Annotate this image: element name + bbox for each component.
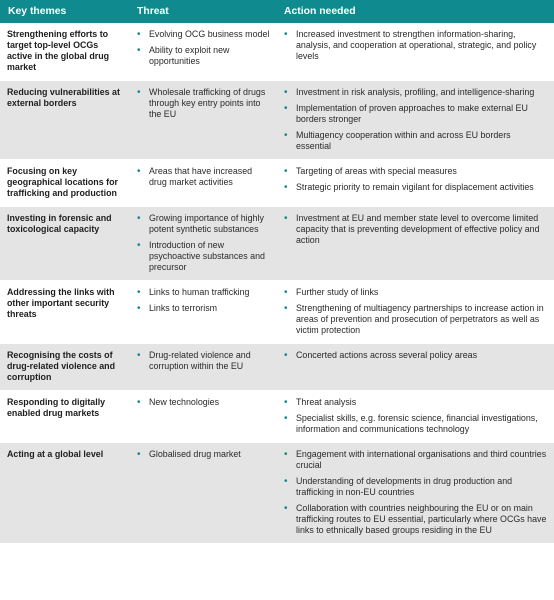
action-list-item: [282, 303, 548, 336]
theme-cell: Addressing the links with other important security threats: [0, 281, 129, 344]
threat-list: [135, 287, 270, 314]
theme-cell: Reducing vulnerabilities at external borders: [0, 81, 129, 160]
action-text: Further study of links: [296, 287, 379, 297]
table-row: [0, 281, 554, 344]
bullet-icon: •: [284, 213, 288, 224]
threat-text: Drug-related violence and corruption within the EU: [149, 350, 251, 371]
action-list-item: [282, 503, 548, 536]
threat-cell: [129, 160, 276, 207]
threat-list: [135, 397, 270, 408]
action-cell: [276, 23, 554, 81]
bullet-icon: •: [284, 503, 288, 514]
action-list: [282, 397, 548, 435]
bullet-icon: •: [284, 103, 288, 114]
bullet-icon: •: [137, 213, 141, 224]
bullet-icon: •: [137, 166, 141, 177]
threat-list-item: [135, 87, 270, 120]
table-row: [0, 160, 554, 207]
header-action-needed: Action needed: [276, 0, 554, 23]
action-text: Engagement with international organisations and third countries crucial: [296, 449, 547, 470]
table-row: [0, 391, 554, 443]
action-cell: [276, 281, 554, 344]
threat-cell: [129, 207, 276, 281]
action-cell: [276, 443, 554, 544]
action-text: Strengthening of multiagency partnerships to increase action in areas of prevention and prosecution of perpetrators as well as victim protection: [296, 303, 544, 335]
threat-list: [135, 29, 270, 67]
action-list-item: [282, 213, 548, 246]
threat-text: Growing importance of highly potent synthetic substances: [149, 213, 264, 234]
bullet-icon: •: [284, 413, 288, 424]
bullet-icon: •: [284, 182, 288, 193]
action-cell: [276, 344, 554, 391]
threat-list: [135, 87, 270, 120]
threat-cell: [129, 81, 276, 160]
threat-text: Evolving OCG business model: [149, 29, 270, 39]
threat-list-item: [135, 240, 270, 273]
header-threat: Threat: [129, 0, 276, 23]
table-row: [0, 23, 554, 81]
threat-cell: [129, 281, 276, 344]
theme-cell: Strengthening efforts to target top-level OCGs active in the global drug market: [0, 23, 129, 81]
bullet-icon: •: [284, 303, 288, 314]
table-row: [0, 344, 554, 391]
action-cell: [276, 160, 554, 207]
bullet-icon: •: [284, 166, 288, 177]
threat-text: New technologies: [149, 397, 220, 407]
action-list: [282, 87, 548, 152]
bullet-icon: •: [137, 29, 141, 40]
threat-text: Links to human trafficking: [149, 287, 250, 297]
threat-list-item: [135, 397, 270, 408]
bullet-icon: •: [284, 287, 288, 298]
bullet-icon: •: [284, 29, 288, 40]
threat-list: [135, 449, 270, 460]
bullet-icon: •: [137, 449, 141, 460]
bullet-icon: •: [137, 87, 141, 98]
bullet-icon: •: [284, 130, 288, 141]
header-key-themes: Key themes: [0, 0, 129, 23]
threat-text: Globalised drug market: [149, 449, 241, 459]
bullet-icon: •: [284, 449, 288, 460]
action-text: Multiagency cooperation within and across EU borders essential: [296, 130, 511, 151]
threat-text: Links to terrorism: [149, 303, 218, 313]
action-list: [282, 213, 548, 246]
theme-cell: Investing in forensic and toxicological capacity: [0, 207, 129, 281]
table-body: [0, 23, 554, 543]
action-text: Collaboration with countries neighbouring the EU or on main trafficking routes to EU essential, particularly where OCGs have links to ethnically based groups residing in the EU: [296, 503, 547, 535]
action-cell: [276, 391, 554, 443]
action-text: Increased investment to strengthen information-sharing, analysis, and cooperation at operational, strategic, and policy levels: [296, 29, 537, 61]
bullet-icon: •: [284, 87, 288, 98]
table-row: [0, 443, 554, 544]
action-list-item: [282, 476, 548, 498]
bullet-icon: •: [137, 303, 141, 314]
bullet-icon: •: [137, 240, 141, 251]
header-row: [0, 0, 554, 23]
threat-list-item: [135, 303, 270, 314]
table-row: [0, 81, 554, 160]
action-cell: [276, 81, 554, 160]
action-text: Specialist skills, e.g. forensic science, financial investigations, information and communications technology: [296, 413, 538, 434]
threat-cell: [129, 23, 276, 81]
action-list: [282, 350, 548, 361]
action-text: Investment at EU and member state level to overcome limited capacity that is preventing development of effective policy and action: [296, 213, 540, 245]
threat-list-item: [135, 29, 270, 40]
action-text: Strategic priority to remain vigilant for displacement activities: [296, 182, 534, 192]
threat-list-item: [135, 350, 270, 372]
threat-list-item: [135, 449, 270, 460]
action-text: Understanding of developments in drug production and trafficking in non-EU countries: [296, 476, 513, 497]
theme-cell: Recognising the costs of drug-related violence and corruption: [0, 344, 129, 391]
action-list: [282, 29, 548, 62]
action-list-item: [282, 449, 548, 471]
table-row: [0, 207, 554, 281]
action-list-item: [282, 182, 548, 193]
bullet-icon: •: [284, 397, 288, 408]
table-header: [0, 0, 554, 23]
threat-list: [135, 213, 270, 273]
theme-cell: Responding to digitally enabled drug markets: [0, 391, 129, 443]
threat-text: Introduction of new psychoactive substances and precursor: [149, 240, 265, 272]
theme-cell: Focusing on key geographical locations for trafficking and production: [0, 160, 129, 207]
threat-list-item: [135, 45, 270, 67]
action-list-item: [282, 413, 548, 435]
action-list-item: [282, 287, 548, 298]
bullet-icon: •: [284, 350, 288, 361]
bullet-icon: •: [137, 287, 141, 298]
threat-text: Ability to exploit new opportunities: [149, 45, 230, 66]
action-list: [282, 287, 548, 336]
action-text: Concerted actions across several policy areas: [296, 350, 478, 360]
threat-cell: [129, 443, 276, 544]
action-list-item: [282, 397, 548, 408]
action-list: [282, 449, 548, 536]
action-cell: [276, 207, 554, 281]
bullet-icon: •: [137, 397, 141, 408]
action-text: Investment in risk analysis, profiling, and intelligence-sharing: [296, 87, 535, 97]
threat-text: Wholesale trafficking of drugs through key entry points into the EU: [149, 87, 266, 119]
threat-cell: [129, 391, 276, 443]
threat-list-item: [135, 213, 270, 235]
threat-list: [135, 350, 270, 372]
action-text: Implementation of proven approaches to make external EU borders stronger: [296, 103, 528, 124]
action-list-item: [282, 130, 548, 152]
bullet-icon: •: [137, 45, 141, 56]
action-list-item: [282, 87, 548, 98]
threat-list: [135, 166, 270, 188]
action-text: Threat analysis: [296, 397, 357, 407]
theme-cell: Acting at a global level: [0, 443, 129, 544]
action-list-item: [282, 350, 548, 361]
bullet-icon: •: [284, 476, 288, 487]
threat-list-item: [135, 287, 270, 298]
action-list-item: [282, 29, 548, 62]
threat-cell: [129, 344, 276, 391]
action-list-item: [282, 166, 548, 177]
action-list-item: [282, 103, 548, 125]
action-text: Targeting of areas with special measures: [296, 166, 457, 176]
threat-text: Areas that have increased drug market activities: [149, 166, 253, 187]
action-list: [282, 166, 548, 193]
threat-list-item: [135, 166, 270, 188]
bullet-icon: •: [137, 350, 141, 361]
